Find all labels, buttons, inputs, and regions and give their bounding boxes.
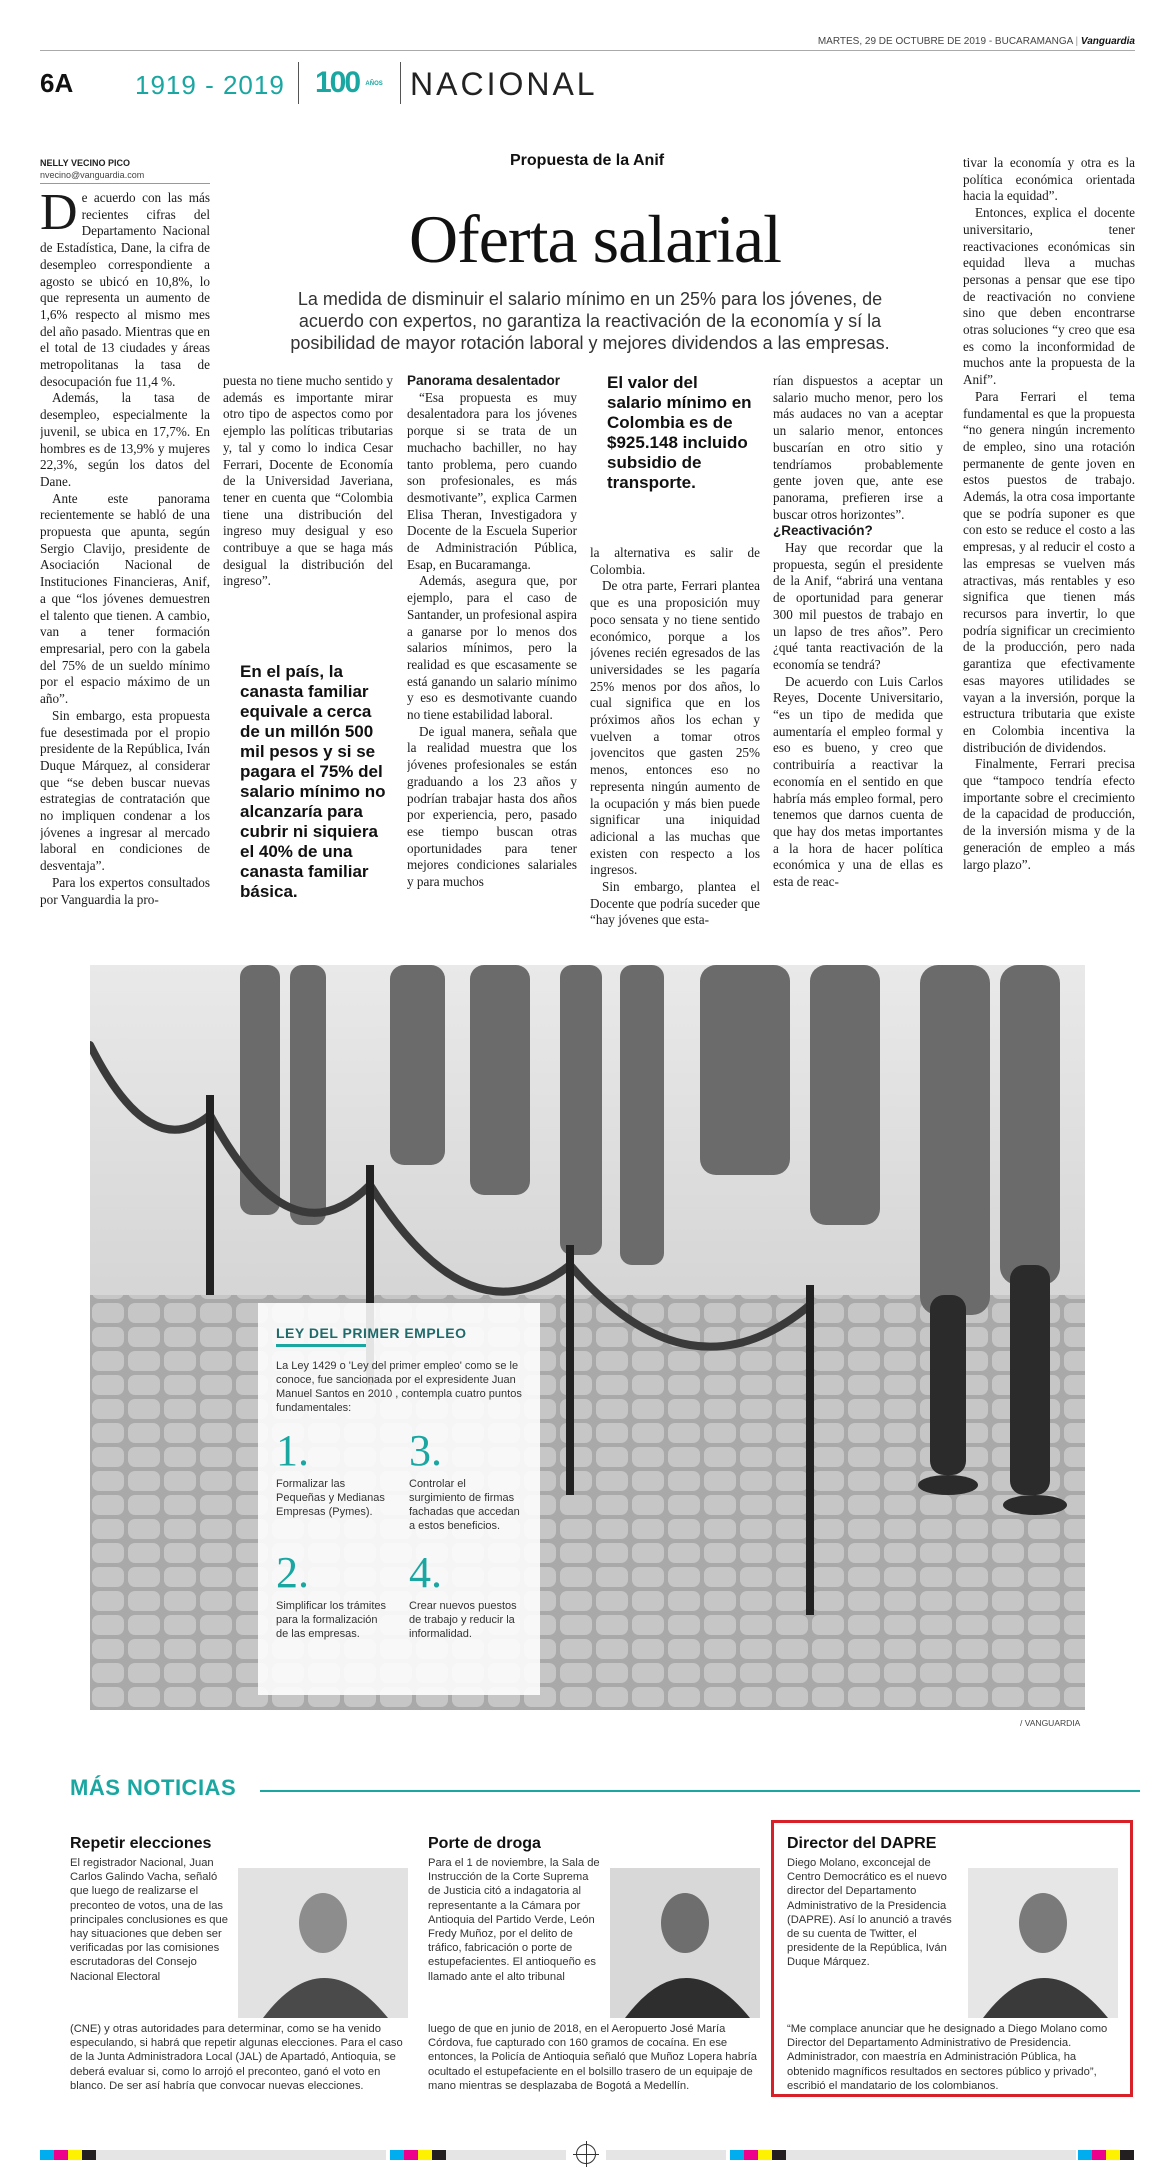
news-text-bottom: (CNE) y otras autoridades para determinar, como se ha venido especulando, si habrá que repetir algunas elecciones. Para el caso de la Junta Administradora Local (JAL) de Apartadó, Antioquia, se deberá evaluar si, como lo arrojó el preconteo, ganó el voto en blanco. De ser así habría que convocar nuevas elecciones. [70,2023,403,2092]
more-news-rule [260,1790,1140,1792]
header-divider [298,62,299,104]
paragraph: Para los expertos consultados por Vanguardia la pro- [40,874,210,907]
color-strip [786,2150,1076,2160]
pull-quote-salario: El valor del salario mínimo en Colombia es de $925.148 incluido subsidio de transporte. [607,373,752,492]
person-photo-illustration [238,1868,408,2018]
paragraph: Para Ferrari el tema fundamental es que la propuesta “no genera ningún incremento de empleo, sino una rotación permanente de gente joven en estos puestos de trabajo. Además, la otra cosa importante que se podría suponer es que con esto se reduce el costo a las empresas, y al reducir el costo a las empresas se vuelven más atractivas, más rentables y eso significa que tienen más recursos para invertir, lo que podría significar un crecimiento de la producción, pero nada garantiza que efectivamente esas mayores utilidades se vayan a la inversión, porque la estructura tributaria que existe en Colombia incentiva la distribución de dividendos. [963,388,1135,755]
color-swatch [390,2150,404,2160]
photo-credit: / VANGUARDIA [1020,1718,1081,1728]
news-photo-registrador [238,1868,408,2018]
drop-cap: D [40,190,78,241]
info-box-title: LEY DEL PRIMER EMPLEO [276,1325,467,1341]
paragraph: Sin embargo, esta propuesta fue desestimada por el propio presidente de la República, Iván Duque Márquez, al considerar que “se deben buscar nuevas estrategias de contratación que no impliquen condenar a los jóvenes a ingresar al mercado laboral en condiciones de desventaja”. [40,707,210,874]
info-box-ley [258,1303,540,1695]
info-box-intro: La Ley 1429 o 'Ley del primer empleo' como se le conoce, fue sancionada por el expresidente Juan Manuel Santos en 2010 , contempla cuatro puntos fundamentales: [276,1360,522,1414]
color-swatch [40,2150,54,2160]
article-column-5 [773,373,943,943]
color-swatch [404,2150,418,2160]
paragraph: la alternativa es salir de Colombia. [590,545,760,577]
registration-mark [576,2144,596,2164]
paragraph: Además, asegura que, por ejemplo, para el caso de Santander, un profesional aspira a ganarse por lo menos dos salarios mínimos, pero la realidad es que escasamente se está ganando un salario mínimo y eso es desmotivante cuando no tiene estabilidad laboral. [407,573,577,723]
paragraph: De acuerdo con Luis Carlos Reyes, Docente Universitario, “es un tipo de medida que aumentaría el empleo formal y eso es bueno, y creo que contribuiría a reactivar la economía en el sentido en que habría más empleo formal, pero tenemos que darnos cuenta de que hay dos metas importantes a la hora de hacer política económica y una de ellas es esta de reac- [773,673,943,890]
section-title: NACIONAL [410,66,598,102]
logo-number: 100 [315,66,360,99]
color-swatch [54,2150,68,2160]
color-swatch [1120,2150,1134,2160]
article-deck: La medida de disminuir el salario mínimo en un 25% para los jóvenes, de acuerdo con expertos, no garantiza la reactivación de la economía y sí la posibilidad de mayor rotación laboral y mejores dividendos a las empresas. [290,289,890,353]
logo-sub: AÑOS [365,81,383,88]
subhead-panorama: Panorama desalentador [407,373,561,388]
news-text-top: El registrador Nacional, Juan Carlos Galindo Vacha, señaló que luego de realizarse el preconteo de votos, una de las principales conclusiones es que hay situaciones que deben ser verificadas por las comisiones escrutadoras del Consejo Nacional Electoral [70,1857,228,1983]
news-text-bottom: “Me complace anunciar que he designado a Diego Molano como Director del Departamento Administrativo de Presidencia. Administrador, con maestría en Administración Pública, ha obtenido magníficos resultados en sectores público y privado”, escribió el mandatario de los colombianos. [787,2023,1108,2092]
info-point [276,1548,389,1641]
paragraph: Finalmente, Ferrari precisa que “tampoco tendría efecto importante sobre el crecimiento de la capacidad de producción, de la inversión misma y de la generación de empleo a más largo plazo”. [963,756,1135,872]
article-column-3 [407,373,577,943]
info-point [409,1426,522,1533]
pull-quote-canasta: En el país, la canasta familiar equivale a cerca de un millón 500 mil pesos y si se pagara el 75% del salario mínimo no alcanzaría para cubrir ni siquiera el 40% de una canasta familiar básica. [240,662,386,901]
info-point-text: Formalizar las Pequeñas y Medianas Empresas (Pymes). [276,1478,385,1518]
paragraph: De igual manera, señala que la realidad muestra que los jóvenes profesionales se están graduando a los 23 años y podrían trabajar hasta dos años por experiencia, pero, pasado ese tiempo buscan otras oportunidades para tener mejores condiciones salariales y para muchos [407,723,577,890]
news-title-elecciones[interactable]: Repetir elecciones [70,1835,212,1852]
author-name: NELLY VECINO PICO [40,158,131,168]
color-swatch [772,2150,786,2160]
article-kicker: Propuesta de la Anif [510,152,665,169]
news-text-top: Para el 1 de noviembre, la Sala de Instrucción de la Corte Suprema de Justicia citó a indagatoria al representante a la Cámara por Antioquia del Partido Verde, León Fredy Muñoz, por el delito de tráfico, fabricación o porte de estupefacientes. El antioqueño es llamado ante el alto tribunal [428,1857,600,1983]
info-point-text: Crear nuevos puestos de trabajo y reducir la informalidad. [409,1600,517,1640]
color-swatch [1078,2150,1092,2160]
paragraph: “Esa propuesta es muy desalentadora para los jóvenes porque si se trata de un muchacho bachiller, no hay tanto problema, pero cuando son profesionales, es más desmotivante”, explica Carmen Elisa Theran, Investigadora y Docente de la Escuela Superior de Administración Pública, Esap, en Bucaramanga. [407,389,577,572]
color-swatch [730,2150,744,2160]
article-column-2 [223,373,393,603]
news-title-dapre[interactable]: Director del DAPRE [787,1835,937,1852]
color-strip [606,2150,726,2160]
queue-photo-illustration [90,965,1085,1710]
info-box-points [276,1426,522,1641]
person-photo-illustration [610,1868,760,2018]
color-swatch [1106,2150,1120,2160]
page-number: 6A [40,68,74,98]
info-point [276,1426,389,1533]
article-headline: Oferta salarial [409,201,781,277]
author-email[interactable]: nvecino@vanguardia.com [40,170,145,180]
paragraph: Ante este panorama recientemente se habló de una propuesta que apunta, según Sergio Clavijo, presidente de Asociación Nacional de Instituciones Financieras, Anif, a que “los jóvenes demuestren el talento que tienen. A cambio, van a tener formación empresarial, pero con la gabela del 75% de un sueldo mínimo por el espacio máximo de un año”. [40,490,210,707]
article-column-4 [590,545,760,945]
info-point-text: Controlar el surgimiento de firmas fachadas que accedan a estos beneficios. [409,1478,520,1532]
color-swatch [1092,2150,1106,2160]
more-news-title: MÁS NOTICIAS [70,1775,237,1800]
info-box-rule [276,1344,366,1347]
color-swatch [418,2150,432,2160]
color-swatch [82,2150,96,2160]
header-rule [40,50,1135,51]
color-swatch [758,2150,772,2160]
color-swatch [432,2150,446,2160]
news-photo-molano [968,1868,1118,2018]
color-swatch [68,2150,82,2160]
news-text-bottom: luego de que en junio de 2018, en el Aeropuerto José María Córdova, fue capturado con 160 gramos de cocaína. En ese entonces, la Policía de Antioquia señaló que Muñoz Lopera habría ocultado el estupefaciente en el bolsillo trasero de un equipaje de mano mientras se desplazaba de Bogotá a Medellín. [428,2023,758,2092]
color-swatch [744,2150,758,2160]
news-text-top: Diego Molano, exconcejal de Centro Democrático es el nuevo director del Departamento Administrativo de la Presidencia (DAPRE). Así lo anunció a través de su cuenta de Twitter, el presidente de la República, Iván Duque Márquez. [787,1857,952,1969]
info-point-number: 4. [409,1548,442,1597]
article-column-1 [40,190,210,950]
date-text: MARTES, 29 DE OCTUBRE DE 2019 - BUCARAMANGA [817,36,1073,47]
subhead-reactivacion: ¿Reactivación? [773,523,873,539]
paragraph: puesta no tiene mucho sentido y además es importante mirar otro tipo de aspectos como por ejemplo las políticas tributarias y, tal y como lo indica Cesar Ferrari, Docente de Economía de la Universidad Javeriana, tener en cuenta que “Colombia tiene una distribución del ingreso muy desigual y eso contribuye a que se haga más desigual la distribución del ingreso”. [223,373,393,589]
news-title-droga[interactable]: Porte de droga [428,1835,541,1852]
byline-rule [40,183,210,184]
info-point-text: Simplificar los trámites para la formalización de las empresas. [276,1600,387,1640]
queue-photo [90,965,1085,1710]
paragraph: Hay que recordar que la propuesta, según el presidente de la Anif, “abrirá una ventana de oportunidad para generar 300 mil puestos de trabajo en un lapso de tres años”. Pero ¿qué tanta reactivación de la economía se tendrá? [773,540,943,672]
anniversary-logo [315,66,383,100]
paragraph: Sin embargo, plantea el Docente que podría suceder que “hay jóvenes que esta- [590,879,760,928]
info-point-number: 3. [409,1426,442,1475]
paragraph: De otra parte, Ferrari plantea que es una proposición muy poco sensata y no tiene sentido económico, porque a los jóvenes recién egresados de las universidades se les pagaría 25% menos por dos años, lo cual significa que en los próximos años los echan y vuelven a tomar otros jovencitos que gasten 25% menos, entonces eso no representa ningún aumento de la ocupación y más bien puede significar una iniquidad adicional a las muchas que existen con respecto a los ingresos. [590,578,760,878]
date-line: MARTES, 29 DE OCTUBRE DE 2019 - BUCARAMANGA | Vanguardia [817,36,1135,47]
color-strip [96,2150,386,2160]
info-point-number: 1. [276,1426,309,1475]
brand-name: Vanguardia [1080,36,1135,47]
paragraph: rían dispuestos a aceptar un salario mucho menor, pero los más audaces no van a aceptar un salario menor, entonces buscarían en otro sitio y tendríamos probablemente gente joven que, ante ese panorama, prefieren irse a buscar otros horizontes”. [773,373,943,522]
news-photo-representante [610,1868,760,2018]
paragraph: tivar la economía y otra es la política económica orientada hacia la equidad”. [963,155,1135,204]
header-divider-2 [400,62,401,104]
color-strip [446,2150,566,2160]
anniversary-years: 1919 - 2019 [135,70,285,100]
info-point-number: 2. [276,1548,309,1597]
person-photo-illustration [968,1868,1118,2018]
paragraph: Entonces, explica el docente universitario, tener reactivaciones económicas sin equidad lleva a muchas personas a pensar que ese tipo de reactivación no conviene sino que deben encontrarse otras soluciones “y creo que esa es como la inconformidad de muchos ante la propuesta de la Anif”. [963,205,1135,388]
paragraph: e acuerdo con las más recientes cifras del Departamento Nacional de Estadística, Dane, la cifra de desempleo correspondiente a agosto se ubicó en 10,8%, lo que representa un aumento de 1,6% respecto al mismo mes del año pasado. Mientras que en el total de 13 ciudades y áreas metropolitanas la tasa de desocupación fue 11,4 %. [40,190,210,389]
info-point [409,1548,522,1641]
paragraph: Además, la tasa de desempleo, especialmente la juvenil, se ubica en 17,7%. En hombres es de 13,9% y mujeres 22,3%, según los datos del Dane. [40,390,210,489]
article-column-6 [963,155,1135,945]
